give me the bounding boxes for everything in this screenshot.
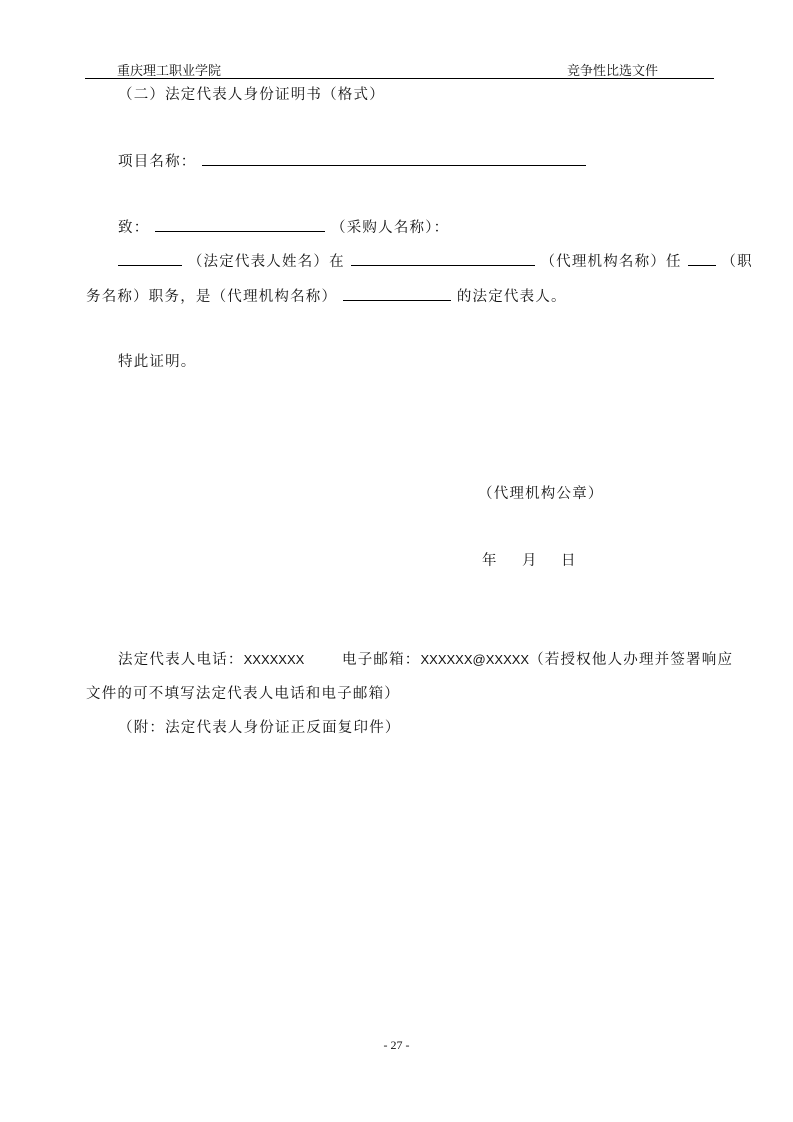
agency-name-blank[interactable]	[351, 251, 535, 266]
legal-rep-name-blank[interactable]	[118, 251, 182, 266]
header-right-doc-type: 竞争性比选文件	[566, 64, 658, 79]
project-name-label: 项目名称：	[118, 154, 197, 170]
recipient-blank[interactable]	[155, 217, 325, 232]
header-divider	[85, 78, 714, 79]
body-text-part1: （法定代表人姓名）在	[187, 254, 345, 270]
page-number: - 27 -	[383, 1038, 410, 1052]
date-day: 日	[561, 553, 577, 569]
phone-value: XXXXXXX	[243, 652, 305, 667]
body-text-part3: （职	[721, 254, 753, 270]
position-blank[interactable]	[688, 251, 716, 266]
email-row	[342, 648, 733, 669]
email-label: 电子邮箱：	[342, 652, 421, 668]
attachment-note: （附：法定代表人身份证正反面复印件）	[118, 720, 401, 736]
section-title: （二）法定代表人身份证明书（格式）	[118, 87, 385, 103]
recipient-label: 致：	[118, 220, 150, 236]
contact-note-a: （若授权他人办理并签署响应	[529, 652, 734, 668]
certify-text: 特此证明。	[118, 354, 197, 370]
body-text-part2: （代理机构名称）任	[540, 254, 682, 270]
agency-seal-label: （代理机构公章）	[478, 486, 604, 502]
agency-name-blank-2[interactable]	[343, 286, 451, 301]
project-name-row	[118, 150, 586, 171]
body-line-2	[86, 285, 567, 306]
recipient-row	[118, 216, 449, 237]
header-left-institution: 重庆理工职业学院	[117, 64, 222, 79]
date-year: 年	[482, 553, 498, 569]
phone-label: 法定代表人电话：	[118, 652, 244, 668]
project-name-blank[interactable]	[202, 151, 586, 166]
contact-note-b: 文件的可不填写法定代表人电话和电子邮箱）	[86, 686, 400, 702]
body-text-line2b: 的法定代表人。	[456, 289, 567, 305]
body-text-line2a: 务名称）职务，是（代理机构名称）	[86, 289, 338, 305]
date-month: 月	[522, 553, 538, 569]
contact-line	[118, 648, 304, 669]
body-line-1	[118, 250, 753, 271]
email-value: XXXXXX@XXXXX	[420, 652, 530, 667]
recipient-suffix: （采购人名称）：	[331, 220, 450, 236]
